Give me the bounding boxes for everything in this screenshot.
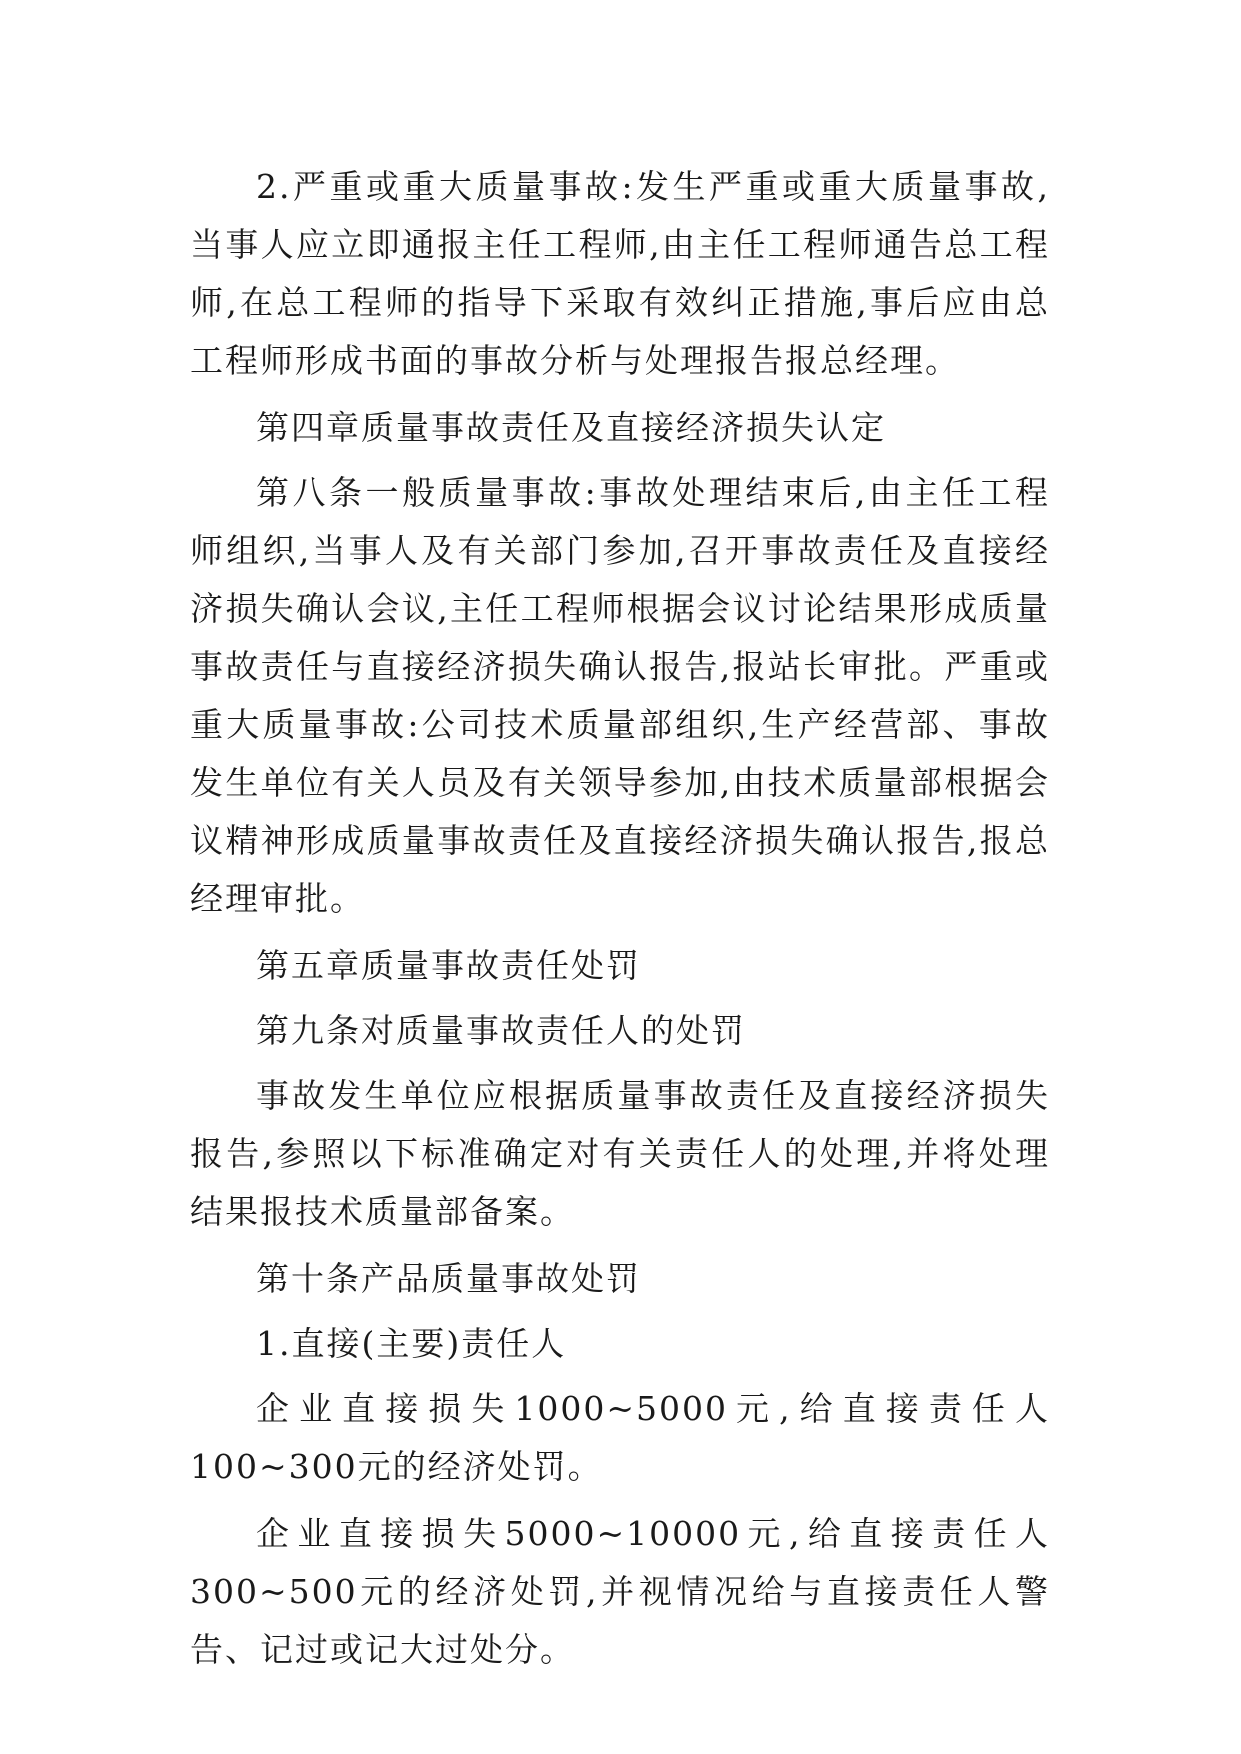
- chapter-four-heading: 第四章质量事故责任及直接经济损失认定: [256, 408, 886, 447]
- penalty-paragraph-1: 企业直接损失1000~5000元,给直接责任人100~300元的经济处罚。: [190, 1389, 1050, 1486]
- document-body: [190, 158, 1050, 1688]
- article-nine-paragraph: 事故发生单位应根据质量事故责任及直接经济损失报告,参照以下标准确定对有关责任人的处理,并将处理结果报技术质量部备案。: [190, 1076, 1050, 1231]
- paragraph-serious-accident: 2.严重或重大质量事故:发生严重或重大质量事故,当事人应立即通报主任工程师,由主任工程师通告总工程师,在总工程师的指导下采取有效纠正措施,事后应由总工程师形成书面的事故分析与处理报告报总经理。: [190, 167, 1050, 380]
- item-direct-responsible-heading: 1.直接(主要)责任人: [256, 1324, 567, 1363]
- article-eight-paragraph: 第八条一般质量事故:事故处理结束后,由主任工程师组织,当事人及有关部门参加,召开事故责任及直接经济损失确认会议,主任工程师根据会议讨论结果形成质量事故责任与直接经济损失确认报告,报站长审批。严重或重大质量事故:公司技术质量部组织,生产经营部、事故发生单位有关人员及有关领导参加,由技术质量部根据会议精神形成质量事故责任及直接经济损失确认报告,报总经理审批。: [190, 473, 1050, 918]
- article-nine-heading: 第九条对质量事故责任人的处罚: [256, 1011, 746, 1050]
- article-ten-heading: 第十条产品质量事故处罚: [256, 1259, 641, 1298]
- chapter-five-heading: 第五章质量事故责任处罚: [256, 946, 641, 985]
- penalty-paragraph-2: 企业直接损失5000~10000元,给直接责任人300~500元的经济处罚,并视情况给与直接责任人警告、记过或记大过处分。: [190, 1514, 1050, 1669]
